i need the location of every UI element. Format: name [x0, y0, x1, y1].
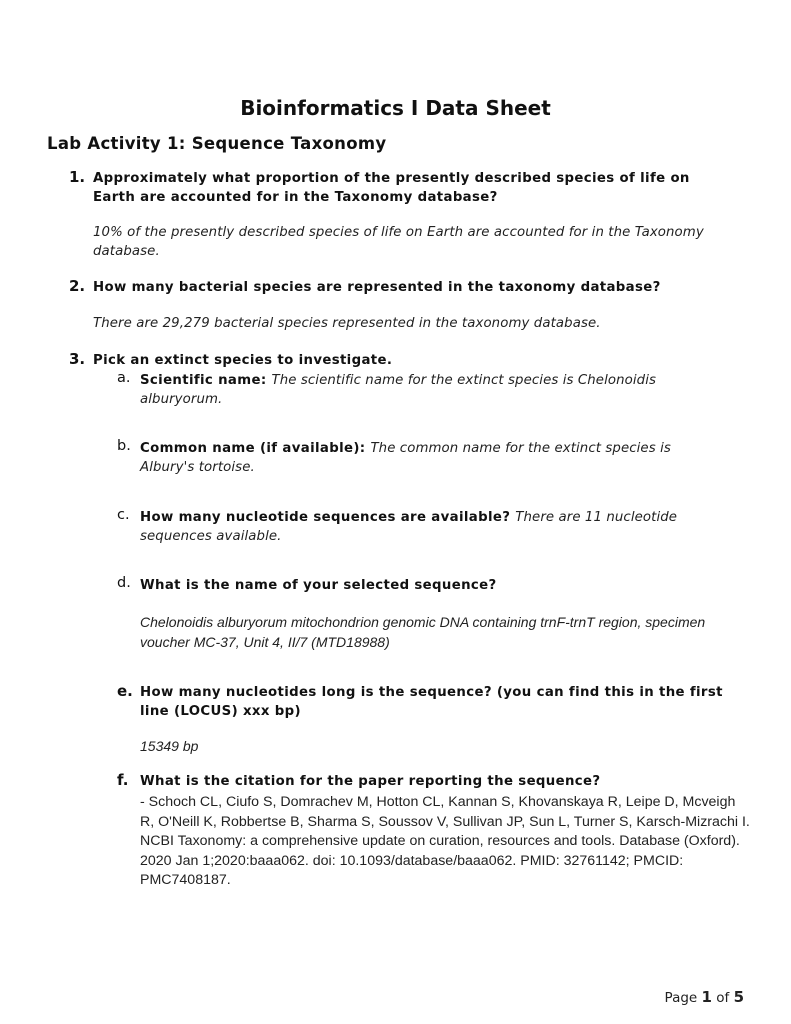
question-2-text: How many bacterial species are represented in the taxonomy database? — [93, 280, 661, 295]
question-3-text: Pick an extinct species to investigate. — [93, 353, 393, 368]
page-number — [665, 988, 744, 1006]
subquestion-b-answer: The common name for the extinct species is Albury's tortoise. — [140, 441, 671, 475]
subquestion-b-letter: b. — [117, 438, 131, 454]
subquestion-b — [140, 439, 720, 477]
subquestion-a-label: Scientific name: — [140, 373, 267, 388]
page-current: 1 — [701, 988, 712, 1006]
question-3-number: 3. — [69, 350, 86, 368]
subquestion-c-letter: c. — [117, 507, 130, 523]
subquestion-e-label: How many nucleotides long is the sequence? (you can find this in the first line (LOCUS) xxx bp) — [140, 685, 723, 719]
subquestion-e-letter: e. — [117, 682, 133, 700]
subquestion-d-label: What is the name of your selected sequence? — [140, 578, 497, 593]
subquestion-e-answer: 15349 bp — [140, 738, 199, 754]
question-2-number: 2. — [69, 277, 86, 295]
page-word: Page — [664, 990, 698, 1006]
question-1-number: 1. — [69, 168, 86, 186]
subquestion-d-answer: Chelonoidis alburyorum mitochondrion genomic DNA containing trnF-trnT region, specimen voucher MC-37, Unit 4, II/7 (MTD18988) — [140, 614, 706, 650]
page-of-word: of — [716, 990, 730, 1006]
subquestion-d-letter: d. — [117, 575, 131, 591]
subquestion-a-letter: a. — [117, 370, 131, 386]
subquestion-a-answer: The scientific name for the extinct species is Chelonoidis alburyorum. — [140, 373, 657, 407]
subquestion-f-answer: - Schoch CL, Ciufo S, Domrachev M, Hotton CL, Kannan S, Khovanskaya R, Leipe D, Mcveigh R, O'Neill K, Robbertse B, Sharma S, Soussov V, Sullivan JP, Sun L, Turner S, Karsch-Mizrachi I. NCBI Taxonomy: a comprehensive update on curation, resources and tools. Database (Oxford). 2020 Jan 1;2020:baaa062. doi: 10.1093/database/baaa062. PMID: 32761142; PMCID: PMC7408187. — [140, 794, 750, 888]
question-1-text: Approximately what proportion of the presently described species of life on Earth are accounted for in the Taxonomy database? — [93, 171, 690, 205]
subquestion-a — [140, 371, 720, 409]
subquestion-b-label: Common name (if available): — [140, 441, 366, 456]
page-total: 5 — [733, 988, 744, 1006]
subquestion-c — [140, 508, 720, 546]
question-2-answer: There are 29,279 bacterial species represented in the taxonomy database. — [93, 316, 601, 331]
subquestion-f-label: What is the citation for the paper reporting the sequence? — [140, 774, 601, 789]
subquestion-f-letter: f. — [117, 771, 129, 789]
document-title: Bioinformatics I Data Sheet — [240, 96, 551, 120]
question-1-answer: 10% of the presently described species of life on Earth are accounted for in the Taxonomy database. — [93, 225, 704, 259]
subquestion-c-answer: There are 11 nucleotide sequences available. — [140, 510, 678, 544]
lab-activity-heading: Lab Activity 1: Sequence Taxonomy — [47, 134, 387, 153]
subquestion-c-label: How many nucleotide sequences are available? — [140, 510, 511, 525]
